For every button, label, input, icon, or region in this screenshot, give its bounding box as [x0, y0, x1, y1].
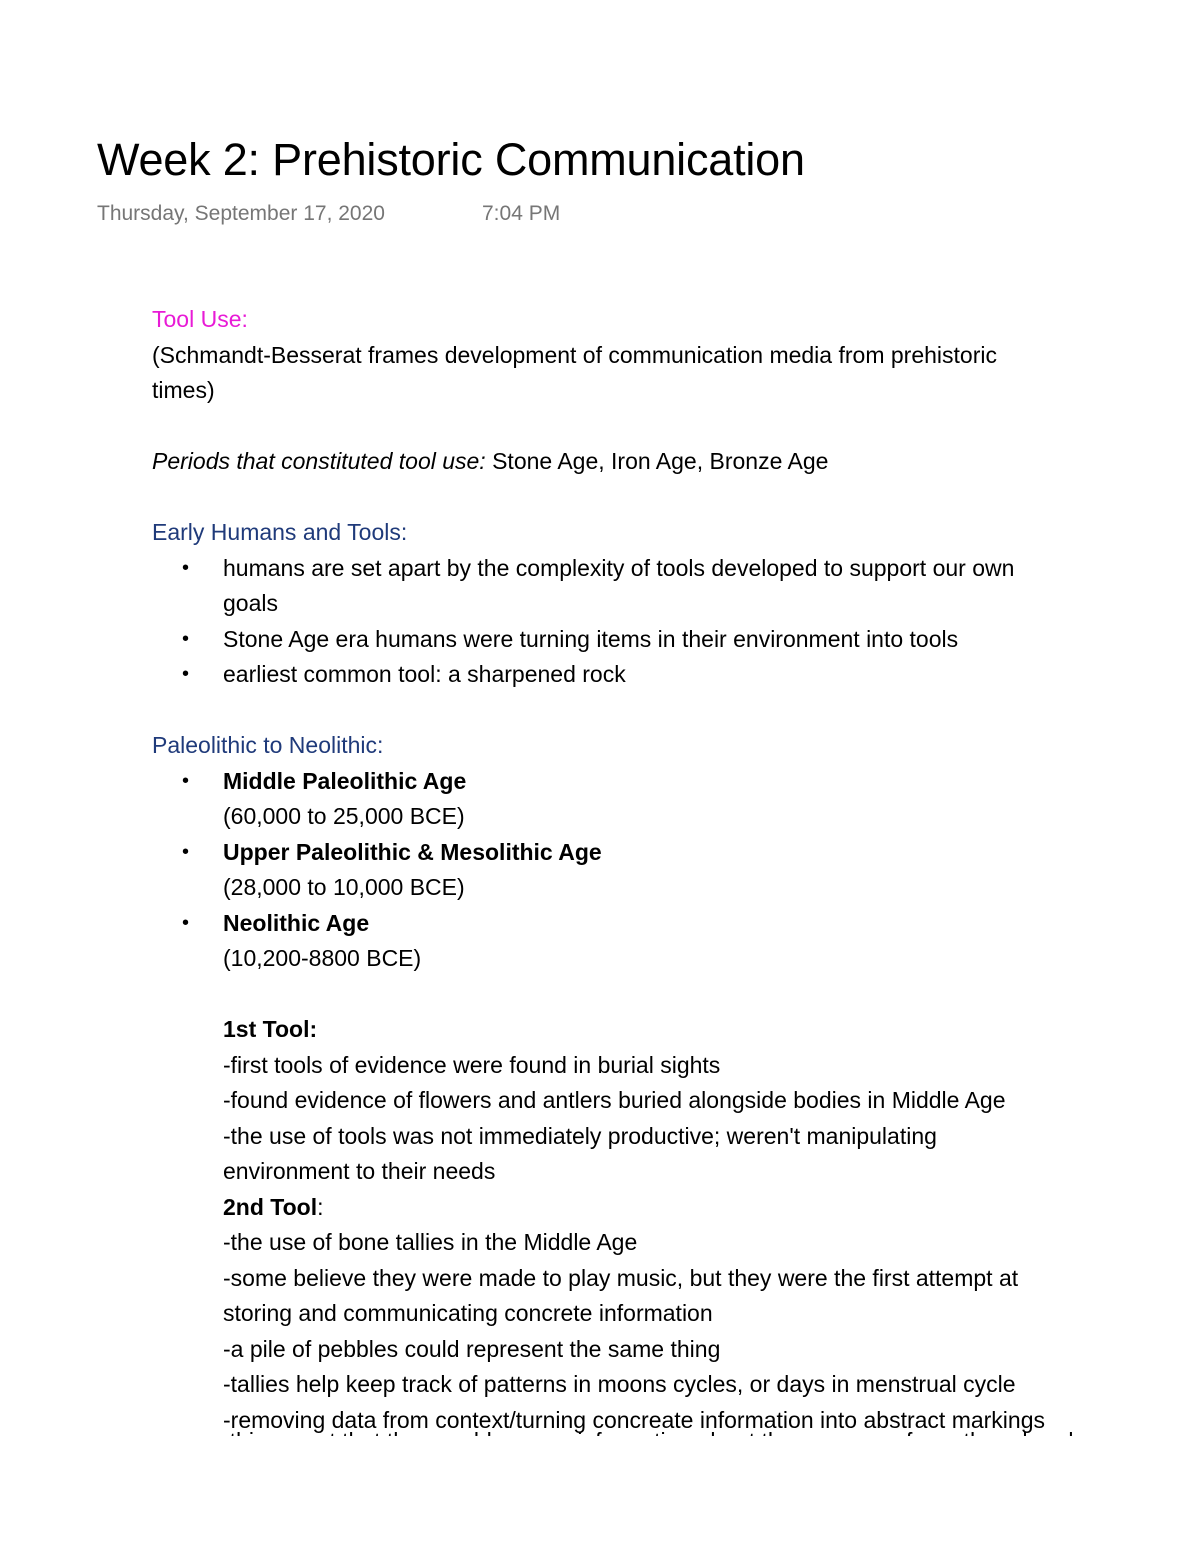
blank-line: [152, 693, 1200, 729]
bullet-icon: •: [182, 663, 190, 685]
first-tool-line: -the use of tools was not immediately productive; weren't manipulating: [223, 1122, 937, 1149]
page-title: Week 2: Prehistoric Communication: [97, 134, 805, 185]
age-range-text: (28,000 to 10,000 BCE): [223, 874, 465, 900]
first-tool-heading: 1st Tool:: [223, 1016, 318, 1042]
paleolithic-heading: Paleolithic to Neolithic:: [152, 732, 384, 758]
second-tool-line: storing and communicating concrete information: [223, 1300, 713, 1326]
second-tool-line: -removing data from context/turning concreate information into abstract markings: [223, 1406, 1045, 1433]
second-tool-block: [152, 1190, 1200, 1439]
list-item: [152, 622, 1200, 658]
blank-line: [152, 409, 1200, 445]
bullet-icon: •: [182, 911, 190, 934]
list-item: [152, 764, 1200, 800]
second-tool-line: -a pile of pebbles could represent the same thing: [223, 1335, 721, 1362]
blank-line: [152, 480, 1200, 516]
second-tool-line: -tallies help keep track of patterns in moons cycles, or days in menstrual cycle: [223, 1371, 1016, 1397]
age-name: Middle Paleolithic Age: [223, 767, 467, 794]
note-body: [152, 302, 1200, 1438]
second-tool-heading-line: [223, 1190, 1200, 1226]
age-range: [152, 799, 1200, 835]
periods-label: Periods that constituted tool use:: [152, 448, 486, 474]
list-item-text: humans are set apart by the complexity of tools developed to support our own: [223, 554, 1015, 581]
bullet-icon: •: [182, 769, 190, 792]
bullet-icon: •: [182, 627, 190, 650]
tool-use-heading: Tool Use:: [152, 306, 248, 332]
age-range: [152, 941, 1200, 977]
second-tool-line: -the use of bone tallies in the Middle Age: [223, 1229, 638, 1255]
age-range: [152, 870, 1200, 906]
first-tool-line: environment to their needs: [223, 1158, 496, 1184]
first-tool-block: [152, 1012, 1200, 1190]
blank-line: [152, 977, 1200, 1013]
bullet-icon: •: [182, 556, 190, 579]
list-item-text: goals: [223, 590, 278, 616]
periods-line: [152, 444, 1200, 480]
age-range-text: (60,000 to 25,000 BCE): [223, 803, 465, 829]
list-item: [152, 835, 1200, 871]
second-tool-heading-colon: :: [317, 1193, 324, 1220]
list-item-text: earliest common tool: a sharpened rock: [223, 661, 626, 687]
list-item: [152, 657, 1200, 693]
early-humans-list: [152, 551, 1200, 693]
note-time: 7:04 PM: [482, 202, 561, 225]
age-range-text: (10,200-8800 BCE): [223, 945, 422, 971]
periods-value: Stone Age, Iron Age, Bronze Age: [485, 448, 829, 474]
early-humans-heading: Early Humans and Tools:: [152, 519, 408, 545]
bullet-icon: •: [182, 840, 190, 863]
age-name: Upper Paleolithic & Mesolithic Age: [223, 838, 602, 865]
age-name: Neolithic Age: [223, 909, 370, 936]
list-item: [152, 906, 1200, 942]
note-date: Thursday, September 17, 2020: [97, 202, 385, 225]
tool-use-line-2: times): [152, 377, 215, 403]
page-bottom-mask: [0, 1436, 1200, 1553]
first-tool-line: -found evidence of flowers and antlers buried alongside bodies in Middle Age: [223, 1087, 1006, 1113]
second-tool-heading: 2nd Tool: [223, 1193, 318, 1220]
list-item-text: Stone Age era humans were turning items in their environment into tools: [223, 625, 959, 652]
list-item: [152, 551, 1200, 587]
list-item-continuation: [152, 586, 1200, 622]
ages-list: [152, 764, 1200, 977]
first-tool-line: -first tools of evidence were found in burial sights: [223, 1051, 721, 1078]
second-tool-line: -some believe they were made to play music, but they were the first attempt at: [223, 1264, 1019, 1291]
tool-use-line-1: (Schmandt-Besserat frames development of communication media from prehistoric: [152, 341, 997, 368]
